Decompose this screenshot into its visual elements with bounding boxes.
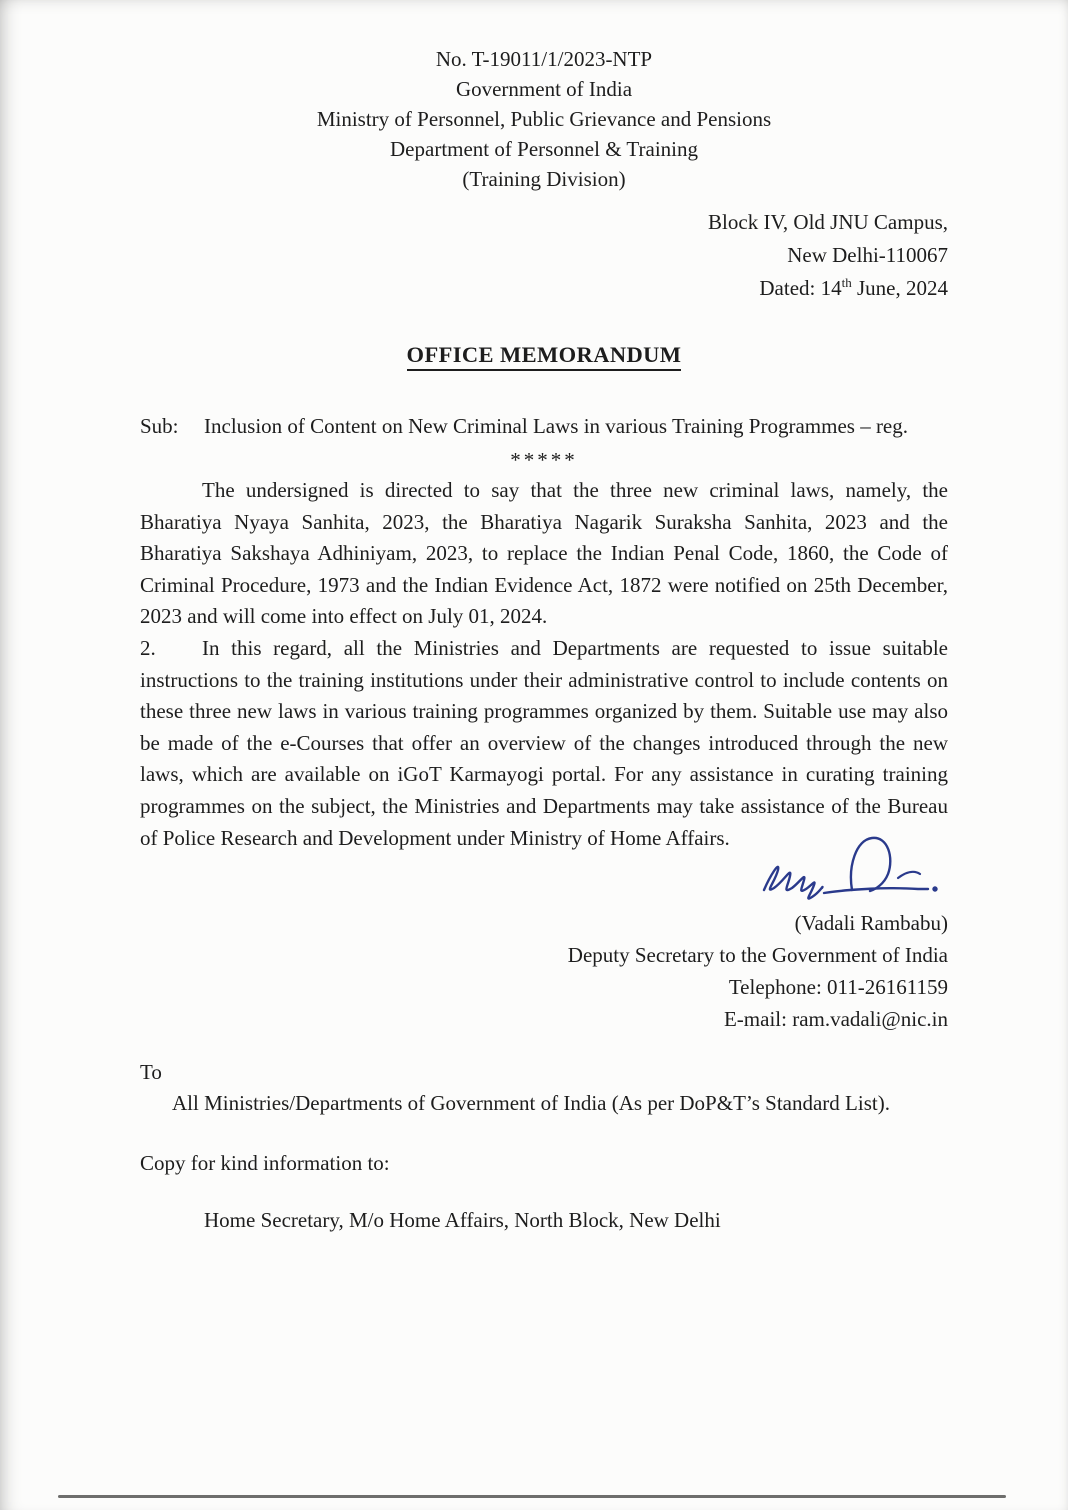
subject-line: [140, 410, 948, 443]
document-title: OFFICE MEMORANDUM: [407, 342, 682, 371]
date-suffix: June, 2024: [851, 276, 948, 300]
signature-block: [140, 832, 948, 1035]
org-line-division: (Training Division): [462, 167, 626, 191]
org-line-ministry: Ministry of Personnel, Public Grievance and Pensions: [316, 107, 772, 131]
paragraph-2: [140, 633, 948, 854]
date-line: [140, 272, 948, 305]
signatory-telephone: Telephone: 011-26161159: [728, 975, 948, 1000]
to-label: To: [140, 1060, 162, 1085]
copy-info-label: Copy for kind information to:: [140, 1150, 390, 1175]
signatory-email: E-mail: ram.vadali@nic.in: [723, 1007, 948, 1032]
document-title-row: [140, 339, 948, 374]
signatory-name: (Vadali Rambabu): [794, 911, 948, 936]
reference-number: No. T-19011/1/2023-NTP: [435, 47, 653, 71]
separator-stars: *****: [510, 448, 578, 472]
address-line-2: New Delhi-110067: [787, 243, 948, 267]
date-prefix: Dated: 14: [759, 276, 842, 300]
scan-artifact-line: [58, 1495, 1006, 1498]
signatory-designation: Deputy Secretary to the Government of India: [567, 943, 948, 968]
date-ordinal: th: [841, 275, 852, 290]
subject-label: Sub:: [140, 414, 179, 438]
copy-info-item: Home Secretary, M/o Home Affairs, North Block, New Delhi: [204, 1207, 721, 1232]
address-line-1: Block IV, Old JNU Campus,: [708, 210, 948, 234]
subject-text: Inclusion of Content on New Criminal Laws in various Training Programmes – reg.: [204, 414, 909, 438]
to-recipients: All Ministries/Departments of Government of India (As per DoP&T’s Standard List).: [172, 1091, 890, 1116]
office-address-block: [140, 206, 948, 305]
org-line-department: Department of Personnel & Training: [390, 137, 698, 161]
paragraph-2-text: In this regard, all the Ministries and Departments are requested to issue suitable instructions to the training institutions under their administrative control to include contents on these three new laws in various training programmes organized by them. Suitable use may also be made of the e-Courses that offer an overview of the changes introduced through the new laws, which are available on iGoT Karmayogi portal. For any assistance in curating training programmes on the subject, the Ministries and Departments may take assistance of the Bureau of Police Research and Development under Ministry of Home Affairs.: [140, 635, 948, 850]
org-line-government: Government of India: [455, 77, 633, 101]
paragraph-1: The undersigned is directed to say that the three new criminal laws, namely, the Bharatiya Nyaya Sanhita, 2023, the Bharatiya Nagarik Suraksha Sanhita, 2023 and the Bharatiya Sakshaya Adhiniyam, 2023, to replace the Indian Penal Code, 1860, the Code of Criminal Procedure, 1973 and the Indian Evidence Act, 1872 were notified on 25th December, 2023 and will come into effect on July 01, 2024.: [140, 478, 948, 629]
paragraph-2-number: 2.: [140, 635, 156, 660]
